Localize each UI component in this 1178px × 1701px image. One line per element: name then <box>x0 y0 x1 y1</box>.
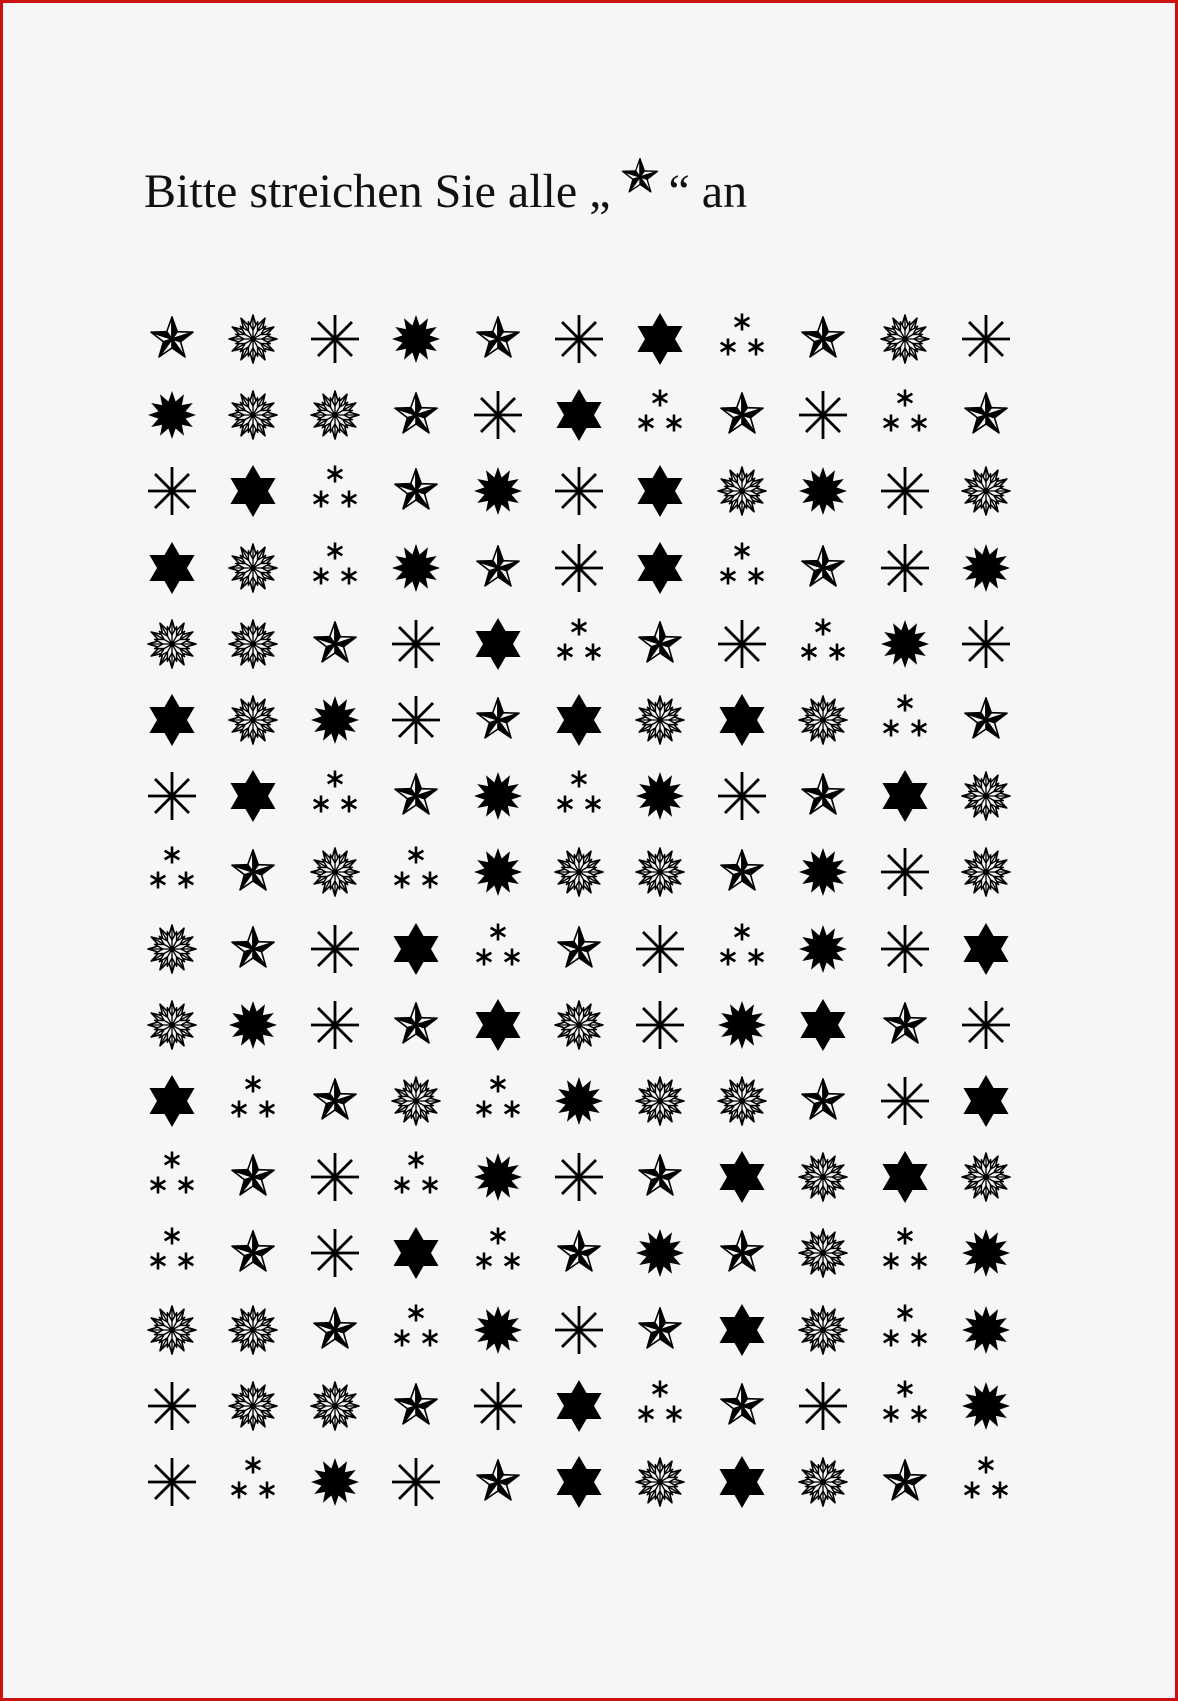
rosette-star-icon <box>956 766 1016 826</box>
asterisk-trio-icon <box>468 1071 528 1131</box>
burst-star-icon <box>386 538 446 598</box>
rosette-star-icon <box>793 1147 853 1207</box>
rosette-star-icon <box>223 538 283 598</box>
asterisk-trio-icon <box>142 1223 202 1283</box>
burst-star-icon <box>468 842 528 902</box>
asterisk-icon <box>142 766 202 826</box>
asterisk-trio-icon <box>386 1147 446 1207</box>
burst-star-icon <box>630 1223 690 1283</box>
asterisk-trio-icon <box>386 1300 446 1360</box>
hexagram-icon <box>712 1452 772 1512</box>
asterisk-trio-icon <box>630 1376 690 1436</box>
compass-star-icon <box>793 538 853 598</box>
asterisk-trio-icon <box>223 1071 283 1131</box>
asterisk-icon <box>386 614 446 674</box>
rosette-star-icon <box>142 995 202 1055</box>
burst-star-icon <box>223 995 283 1055</box>
asterisk-icon <box>305 995 365 1055</box>
asterisk-icon <box>386 690 446 750</box>
rosette-star-icon <box>630 842 690 902</box>
rosette-star-icon <box>956 461 1016 521</box>
compass-star-icon <box>386 461 446 521</box>
compass-star-icon <box>956 690 1016 750</box>
hexagram-icon <box>468 995 528 1055</box>
asterisk-icon <box>956 309 1016 369</box>
burst-star-icon <box>793 842 853 902</box>
asterisk-trio-icon <box>305 538 365 598</box>
hexagram-icon <box>468 614 528 674</box>
hexagram-icon <box>142 690 202 750</box>
asterisk-trio-icon <box>712 309 772 369</box>
hexagram-icon <box>386 1223 446 1283</box>
compass-star-icon <box>468 1452 528 1512</box>
asterisk-icon <box>386 1452 446 1512</box>
asterisk-icon <box>549 461 609 521</box>
compass-star-icon <box>468 538 528 598</box>
compass-star-icon <box>549 1223 609 1283</box>
asterisk-trio-icon <box>468 1223 528 1283</box>
burst-star-icon <box>386 309 446 369</box>
burst-star-icon <box>549 1071 609 1131</box>
hexagram-icon <box>956 1071 1016 1131</box>
burst-star-icon <box>305 690 365 750</box>
rosette-star-icon <box>956 1147 1016 1207</box>
burst-star-icon <box>956 1376 1016 1436</box>
rosette-star-icon <box>793 1223 853 1283</box>
hexagram-icon <box>630 309 690 369</box>
compass-star-icon <box>712 1376 772 1436</box>
asterisk-icon <box>549 1300 609 1360</box>
hexagram-icon <box>875 1147 935 1207</box>
compass-star-icon <box>305 614 365 674</box>
hexagram-icon <box>223 461 283 521</box>
rosette-star-icon <box>305 385 365 445</box>
compass-star-icon <box>793 1071 853 1131</box>
burst-star-icon <box>793 919 853 979</box>
rosette-star-icon <box>142 919 202 979</box>
compass-star-icon <box>793 309 853 369</box>
asterisk-icon <box>549 309 609 369</box>
rosette-star-icon <box>223 385 283 445</box>
instruction-text-after: “ an <box>668 164 748 218</box>
rosette-star-icon <box>223 1300 283 1360</box>
rosette-star-icon <box>223 614 283 674</box>
compass-star-icon <box>549 919 609 979</box>
asterisk-icon <box>793 1376 853 1436</box>
burst-star-icon <box>305 1452 365 1512</box>
rosette-star-icon <box>305 1376 365 1436</box>
rosette-star-icon <box>223 309 283 369</box>
asterisk-icon <box>875 842 935 902</box>
asterisk-trio-icon <box>223 1452 283 1512</box>
compass-star-icon <box>305 1071 365 1131</box>
burst-star-icon <box>468 461 528 521</box>
asterisk-icon <box>549 538 609 598</box>
compass-star-icon <box>223 1147 283 1207</box>
asterisk-icon <box>956 995 1016 1055</box>
asterisk-trio-icon <box>712 538 772 598</box>
hexagram-icon <box>630 538 690 598</box>
instruction-text-before: Bitte streichen Sie alle „ <box>144 164 611 218</box>
burst-star-icon <box>142 385 202 445</box>
compass-star-icon <box>875 1452 935 1512</box>
rosette-star-icon <box>142 614 202 674</box>
compass-star-icon <box>712 1223 772 1283</box>
asterisk-trio-icon <box>305 766 365 826</box>
asterisk-icon <box>630 995 690 1055</box>
rosette-star-icon <box>793 690 853 750</box>
asterisk-icon <box>142 1452 202 1512</box>
asterisk-icon <box>305 1223 365 1283</box>
compass-star-icon <box>386 995 446 1055</box>
asterisk-icon <box>712 766 772 826</box>
asterisk-icon <box>142 1376 202 1436</box>
compass-star-icon <box>223 919 283 979</box>
compass-star-icon <box>386 385 446 445</box>
compass-star-icon <box>305 1300 365 1360</box>
hexagram-icon <box>549 1376 609 1436</box>
burst-star-icon <box>793 461 853 521</box>
asterisk-trio-icon <box>468 919 528 979</box>
asterisk-icon <box>630 919 690 979</box>
hexagram-icon <box>142 538 202 598</box>
rosette-star-icon <box>142 1300 202 1360</box>
rosette-star-icon <box>712 461 772 521</box>
burst-star-icon <box>712 995 772 1055</box>
burst-star-icon <box>468 1147 528 1207</box>
compass-star-icon <box>142 309 202 369</box>
compass-star-icon <box>712 385 772 445</box>
rosette-star-icon <box>223 1376 283 1436</box>
asterisk-trio-icon <box>875 690 935 750</box>
asterisk-icon <box>468 1376 528 1436</box>
hexagram-icon <box>223 766 283 826</box>
rosette-star-icon <box>793 1452 853 1512</box>
asterisk-icon <box>549 1147 609 1207</box>
hexagram-icon <box>386 919 446 979</box>
hexagram-icon <box>630 461 690 521</box>
asterisk-icon <box>875 538 935 598</box>
asterisk-trio-icon <box>142 1147 202 1207</box>
burst-star-icon <box>468 766 528 826</box>
asterisk-icon <box>468 385 528 445</box>
asterisk-trio-icon <box>549 614 609 674</box>
asterisk-trio-icon <box>305 461 365 521</box>
compass-star-icon <box>468 309 528 369</box>
asterisk-icon <box>875 919 935 979</box>
compass-star-icon <box>630 1300 690 1360</box>
asterisk-icon <box>875 461 935 521</box>
compass-star-icon <box>223 842 283 902</box>
hexagram-icon <box>142 1071 202 1131</box>
rosette-star-icon <box>549 842 609 902</box>
compass-star-icon <box>956 385 1016 445</box>
hexagram-icon <box>712 1300 772 1360</box>
rosette-star-icon <box>956 842 1016 902</box>
asterisk-icon <box>712 614 772 674</box>
asterisk-trio-icon <box>875 1376 935 1436</box>
asterisk-icon <box>305 919 365 979</box>
compass-star-icon <box>386 766 446 826</box>
asterisk-trio-icon <box>630 385 690 445</box>
hexagram-icon <box>549 1452 609 1512</box>
hexagram-icon <box>549 690 609 750</box>
asterisk-trio-icon <box>793 614 853 674</box>
rosette-star-icon <box>875 309 935 369</box>
asterisk-trio-icon <box>549 766 609 826</box>
asterisk-icon <box>305 1147 365 1207</box>
burst-star-icon <box>956 1300 1016 1360</box>
asterisk-icon <box>793 385 853 445</box>
rosette-star-icon <box>386 1071 446 1131</box>
asterisk-trio-icon <box>712 919 772 979</box>
compass-star-icon <box>712 842 772 902</box>
burst-star-icon <box>875 614 935 674</box>
rosette-star-icon <box>630 1071 690 1131</box>
asterisk-trio-icon <box>875 1300 935 1360</box>
burst-star-icon <box>956 538 1016 598</box>
hexagram-icon <box>793 995 853 1055</box>
asterisk-trio-icon <box>875 385 935 445</box>
rosette-star-icon <box>793 1300 853 1360</box>
rosette-star-icon <box>305 842 365 902</box>
hexagram-icon <box>712 1147 772 1207</box>
asterisk-trio-icon <box>956 1452 1016 1512</box>
hexagram-icon <box>875 766 935 826</box>
burst-star-icon <box>630 766 690 826</box>
rosette-star-icon <box>630 690 690 750</box>
hexagram-icon <box>712 690 772 750</box>
compass-star-icon <box>875 995 935 1055</box>
asterisk-trio-icon <box>386 842 446 902</box>
rosette-star-icon <box>223 690 283 750</box>
compass-star-icon <box>386 1376 446 1436</box>
rosette-star-icon <box>712 1071 772 1131</box>
asterisk-icon <box>956 614 1016 674</box>
asterisk-trio-icon <box>142 842 202 902</box>
compass-star-icon <box>630 614 690 674</box>
hexagram-icon <box>956 919 1016 979</box>
hexagram-icon <box>549 385 609 445</box>
rosette-star-icon <box>549 995 609 1055</box>
compass-star-icon <box>630 1147 690 1207</box>
compass-star-icon <box>793 766 853 826</box>
asterisk-trio-icon <box>875 1223 935 1283</box>
compass-star-icon <box>468 690 528 750</box>
asterisk-icon <box>305 309 365 369</box>
burst-star-icon <box>468 1300 528 1360</box>
asterisk-icon <box>142 461 202 521</box>
compass-star-icon <box>223 1223 283 1283</box>
rosette-star-icon <box>630 1452 690 1512</box>
asterisk-icon <box>875 1071 935 1131</box>
burst-star-icon <box>956 1223 1016 1283</box>
